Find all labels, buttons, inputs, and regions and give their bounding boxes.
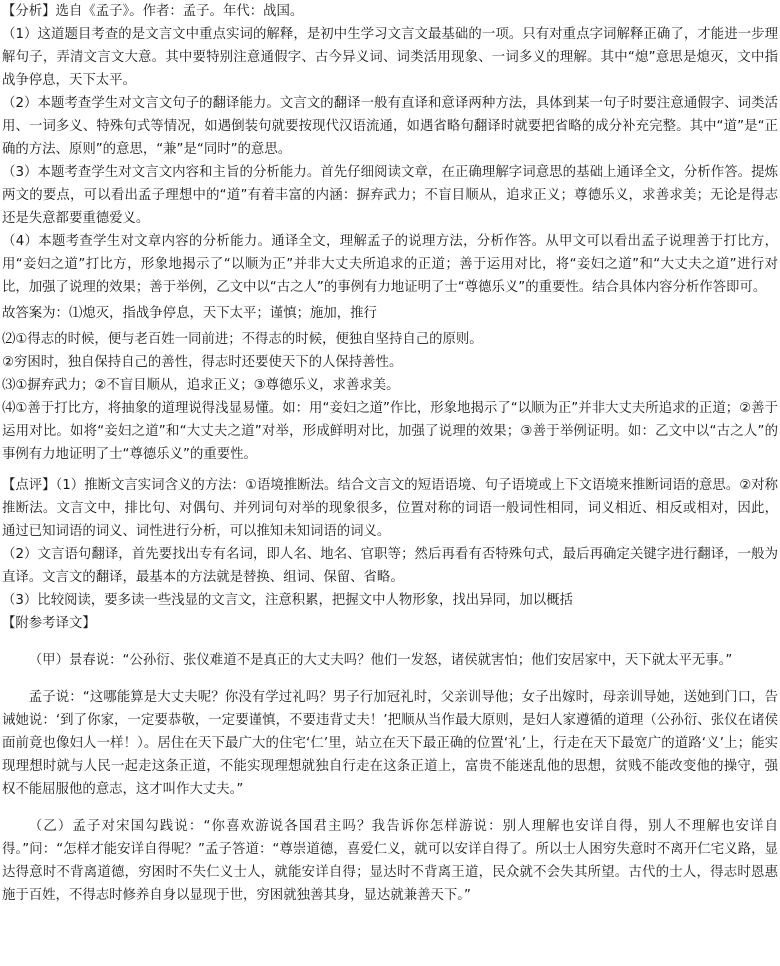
analysis-intro: 【分析】选自《孟子》。作者：孟子。年代：战国。 [2,4,304,19]
answer-1: 故答案为：⑴熄灭，指战争停息，天下太平；谨慎；施加，推行 [2,306,377,321]
analysis-item-2: （2）本题考查学生对文言文句子的翻译能力。文言文的翻译一般有直译和意译两种方法，具体到某一句子时要注意通假字、词类活用、一词多义、特殊句式等情况，如遇倒装句就要按现代汉语流通，如遇省略句翻译时就要把省略的成分补充完整。其中“道”是“正确的方法、原则”的意思，“兼”是“同时”的意思。 [2,96,778,157]
analysis-item-4: （4）本题考查学生对文章内容的分析能力。通译全文，理解孟子的说理方法，分析作答。从甲文可以看出孟子说理善于打比方，用“妾妇之道”打比方，形象地揭示了“以顺为正”并非大丈夫所追求的正道；善于运用对比，将“妾妇之道”和“大丈夫之道”进行对比，加强了说理的效果；善于举例，乙文中以“古之人”的事例有力地证明了士“尊德乐义”的重要性。结合具体内容分析作答即可。 [2,234,778,295]
translation-heading: 【附参考译文】 [2,616,96,631]
analysis-item-1: （1）这道题目考查的是文言文中重点实词的解释，是初中生学习文言文最基础的一项。只有对重点字词解释正确了，才能进一步理解句子，弄清文言文大意。其中要特别注意通假字、古今异义词、词类活用现象、一词多义的理解。其中“熄”意思是熄灭，文中指战争停息，天下太平。 [2,27,778,88]
answer-2-2: ②穷困时，独自保持自己的善性，得志时还要使天下的人保持善性。 [2,355,403,370]
answer-document [2,0,778,907]
translation-jia-1: （甲）景春说：“公孙衍、张仪难道不是真正的大丈夫吗？他们一发怒，诸侯就害怕；他们安居家中，天下就太平无事。” [28,653,733,668]
answer-3: ⑶①摒弃武力；②不盲目顺从，追求正义；③尊德乐义，求善求美。 [2,378,400,393]
translation-jia-2: 孟子说：“这哪能算是大丈夫呢？你没有学过礼吗？男子行加冠礼时，父亲训导他；女子出嫁时，母亲训导她，送她到门口，告诫她说：‘到了你家，一定要恭敬，一定要谨慎，不要违背丈夫！’把顺从当作最大原则，是妇人家遵循的道理（公孙衍、张仪在诸侯面前竟也像妇人一样！）。居住在天下最广大的住宅‘仁’里，站立在天下最正确的位置‘礼’上，行走在天下最宽广的道路‘义’上；能实现理想时就与人民一起走这条正道，不能实现理想就独自行走在这条正道上，富贵不能迷乱他的思想，贫贱不能改变他的操守，强权不能屈服他的意志，这才叫作大丈夫。” [2,690,778,797]
comment-item-2: （2）文言语句翻译，首先要找出专有名词，即人名、地名、官职等；然后再看有否特殊句式，最后再确定关键字进行翻译，一般为直译。文言文的翻译，最基本的方法就是替换、组词、保留、省略。 [2,547,778,585]
comment-item-3: （3）比较阅读，要多读一些浅显的文言文，注意积累，把握文中人物形象，找出异同，加以概括 [2,593,573,608]
analysis-item-3: （3）本题考查学生对文言文内容和主旨的分析能力。首先仔细阅读文章，在正确理解字词意思的基础上通译全文，分析作答。提炼两文的要点，可以看出孟子理想中的“道”有着丰富的内涵：摒弃武力；不盲目顺从，追求正义；尊德乐义，求善求美；无论是得志还是失意都要重德爱义。 [2,165,778,226]
answer-4: ⑷①善于打比方，将抽象的道理说得浅显易懂。如：用“妾妇之道”作比，形象地揭示了“以顺为正”并非大丈夫所追求的正道；②善于运用对比。如将“妾妇之道”和“大丈夫之道”对举，形成鲜明对比，加强了说理的效果；③善于举例证明。如：乙文中以“古之人”的事例有力地证明了士“尊德乐义”的重要性。 [2,401,778,462]
comment-item-1: 【点评】（1）推断文言实词含义的方法：①语境推断法。结合文言文的短语语境、句子语境或上下文语境来推断词语的意思。②对称推断法。文言文中，排比句、对偶句、并列词句对举的现象很多，位置对称的词语一般词性相同，词义相近、相反或相对，因此，通过已知词语的词义、词性进行分析，可以推知未知词语的词义。 [2,478,778,539]
translation-yi: （乙）孟子对宋国勾践说：“你喜欢游说各国君主吗？我告诉你怎样游说：别人理解也安详自得，别人不理解也安详自得。”问：“怎样才能安详自得呢？”孟子答道：“尊崇道德，喜爱仁义，就可以安详自得了。所以士人困穷失意时不离开仁宅义路，显达得意时不背离道德，穷困时不失仁义士人，就能安详自得；显达时不背离王道，民众就不会失其所望。古代的士人，得志时恩惠施于百姓，不得志时修养自身以显现于世，穷困就独善其身，显达就兼善天下。” [2,819,778,903]
answer-2-1: ⑵①得志的时候，便与老百姓一同前进；不得志的时候，便独自坚持自己的原则。 [2,332,483,347]
